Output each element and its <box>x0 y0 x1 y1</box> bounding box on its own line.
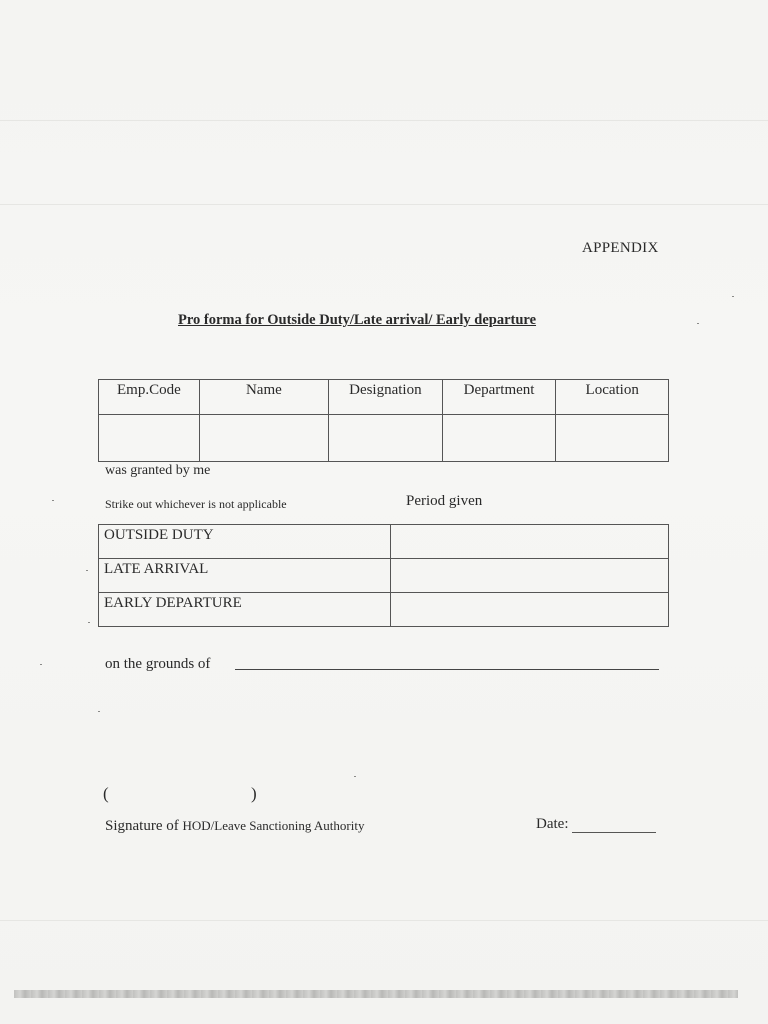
late-arrival-period-cell[interactable] <box>391 559 669 593</box>
late-arrival-label[interactable]: LATE ARRIVAL <box>99 559 391 593</box>
signature-name-close-paren: ) <box>251 784 257 803</box>
scan-speck <box>354 776 356 777</box>
name-cell[interactable] <box>199 415 328 462</box>
signature-label <box>105 818 364 835</box>
header-department: Department <box>442 380 556 415</box>
early-departure-period-cell[interactable] <box>391 593 669 627</box>
scan-speck <box>52 500 54 501</box>
table-row <box>99 525 669 559</box>
table-row <box>99 415 669 462</box>
outside-duty-label[interactable]: OUTSIDE DUTY <box>99 525 391 559</box>
department-cell[interactable] <box>442 415 556 462</box>
table-row <box>99 593 669 627</box>
early-departure-label[interactable]: EARLY DEPARTURE <box>99 593 391 627</box>
period-given-label: Period given <box>406 493 483 509</box>
signature-prefix: Signature of <box>105 818 183 834</box>
table-header-row <box>99 380 669 415</box>
header-emp-code: Emp.Code <box>99 380 200 415</box>
appendix-label: APPENDIX <box>582 240 659 256</box>
scan-speck <box>732 296 734 297</box>
form-title: Pro forma for Outside Duty/Late arrival/ Early departure <box>178 312 537 328</box>
signature-authority: HOD/Leave Sanctioning Authority <box>182 818 365 833</box>
date-input-line[interactable] <box>572 832 656 833</box>
scan-artifact-line <box>0 204 768 205</box>
scan-artifact-line <box>0 120 768 121</box>
scan-speck <box>86 570 88 571</box>
scan-speck <box>98 711 100 712</box>
signature-name-open-paren: ( <box>103 784 109 803</box>
grounds-label: on the grounds of <box>105 656 211 672</box>
header-location: Location <box>556 380 669 415</box>
grounds-input-line[interactable] <box>235 669 659 670</box>
header-designation: Designation <box>329 380 443 415</box>
emp-code-cell[interactable] <box>99 415 200 462</box>
strike-instruction: Strike out whichever is not applicable <box>105 497 287 511</box>
scan-artifact-line <box>0 920 768 921</box>
table-row <box>99 559 669 593</box>
scan-speck <box>40 664 42 665</box>
granted-text: was granted by me <box>105 463 211 478</box>
scan-speck <box>88 622 90 623</box>
date-label: Date: <box>536 816 569 832</box>
outside-duty-period-cell[interactable] <box>391 525 669 559</box>
header-name: Name <box>199 380 328 415</box>
employee-details-table <box>98 379 669 462</box>
scan-bottom-edge <box>14 990 738 998</box>
duty-type-table <box>98 524 669 627</box>
scan-speck <box>697 323 699 324</box>
location-cell[interactable] <box>556 415 669 462</box>
designation-cell[interactable] <box>329 415 443 462</box>
